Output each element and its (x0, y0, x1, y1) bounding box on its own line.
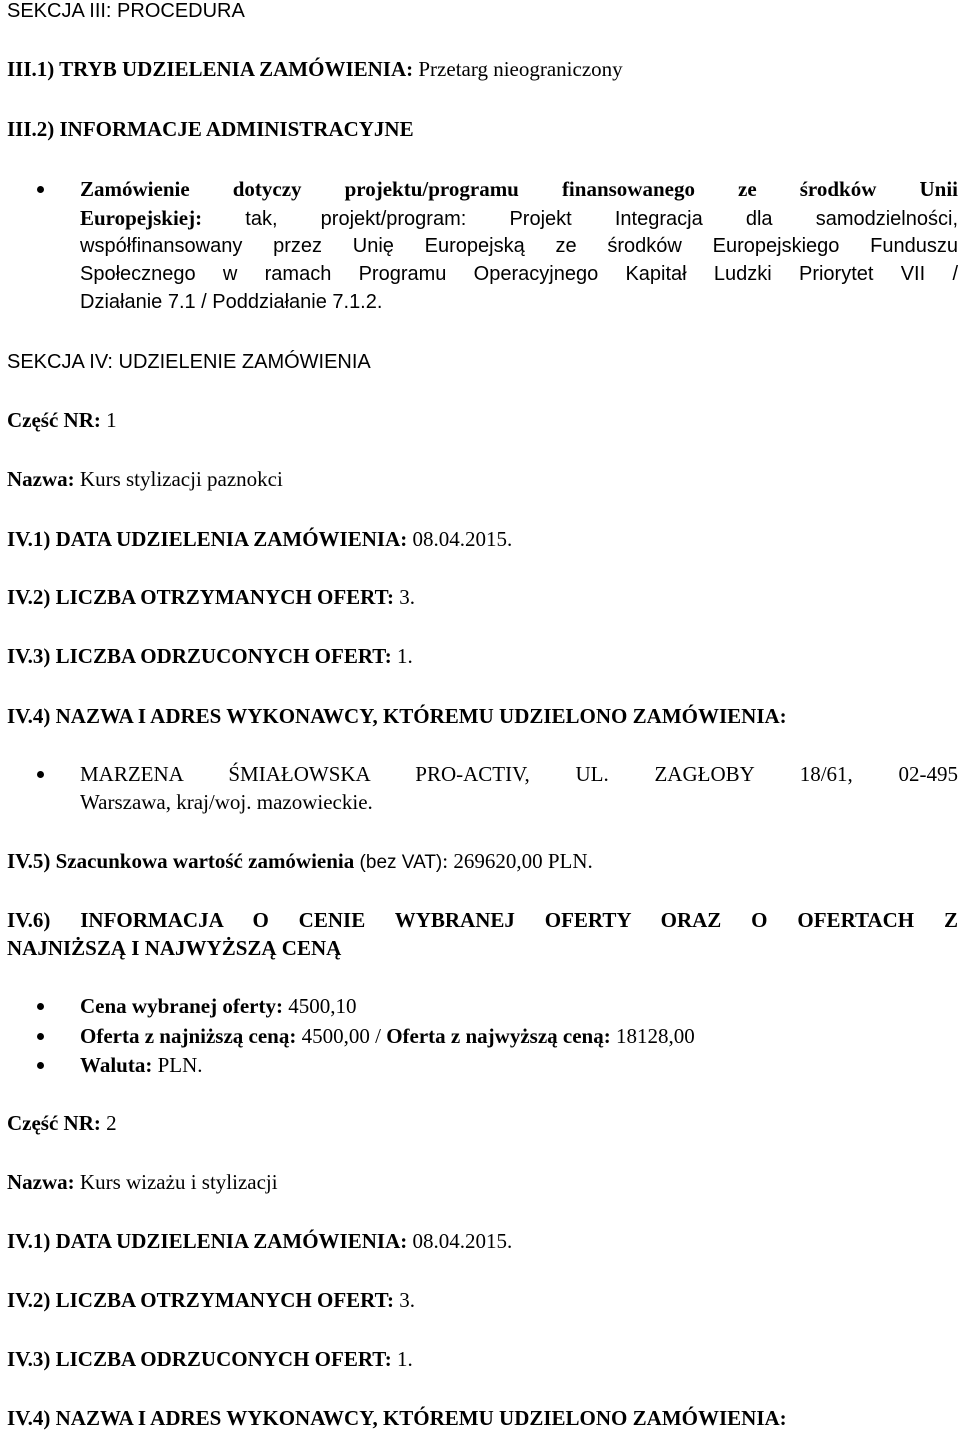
procedure-mode (7, 56, 623, 82)
part-number-value: 1 (100, 408, 117, 432)
estimated-value-label: IV.5) Szacunkowa wartość zamówienia (7, 849, 355, 873)
bullet-icon (37, 1003, 44, 1010)
bullet-icon (37, 186, 44, 193)
eu-funding-line-1: Zamówienie dotyczy projektu/programu finansowanego ze środków Unii (80, 177, 958, 201)
eu-funding-label: Europejskiej: (80, 206, 203, 230)
contractor-line-2: Warszawa, kraj/woj. mazowieckie. (80, 790, 373, 814)
procedure-mode-label: III.1) TRYB UDZIELENIA ZAMÓWIENIA: (7, 57, 414, 81)
lowest-highest-offer (80, 1023, 695, 1049)
currency-label: Waluta: (80, 1053, 153, 1077)
part-name-value: Kurs wizażu i stylizacji (74, 1170, 278, 1194)
part-2-contractor-heading: IV.4) NAZWA I ADRES WYKONAWCY, KTÓREMU UDZIELONO ZAMÓWIENIA: (7, 1406, 787, 1430)
part-1-number (7, 407, 117, 433)
part-1-contractor-heading: IV.4) NAZWA I ADRES WYKONAWCY, KTÓREMU UDZIELONO ZAMÓWIENIA: (7, 704, 787, 728)
part-number-value: 2 (100, 1111, 117, 1135)
estimated-value-vat-note: (bez VAT) (354, 852, 443, 873)
part-1-name (7, 466, 283, 492)
part-name-label: Nazwa: (7, 1170, 75, 1194)
offers-received-label: IV.2) LICZBA OTRZYMANYCH OFERT: (7, 585, 395, 609)
bullet-icon (37, 1033, 44, 1040)
bullet-icon (37, 1062, 44, 1069)
part-2-offers-rejected (7, 1346, 413, 1372)
offers-received-value: 3. (394, 585, 416, 609)
lowest-price-value: 4500,00 (296, 1024, 370, 1048)
offers-rejected-value: 1. (391, 644, 413, 668)
eu-funding-value: tak, projekt/program: Projekt Integracja dla samodzielności, (202, 208, 958, 230)
lowest-price-label: Oferta z najniższą ceną: (80, 1024, 297, 1048)
eu-funding-line-3: współfinansowany przez Unię Europejską ze środków Europejskiego Funduszu (80, 235, 958, 257)
offers-rejected-label: IV.3) LICZBA ODRZUCONYCH OFERT: (7, 644, 392, 668)
price-info-heading-line-2: NAJNIŻSZĄ I NAJWYŻSZĄ CENĄ (7, 936, 342, 960)
offers-rejected-label: IV.3) LICZBA ODRZUCONYCH OFERT: (7, 1347, 392, 1371)
part-1-award-date (7, 526, 512, 552)
selected-price-label: Cena wybranej oferty: (80, 994, 283, 1018)
currency-value: PLN. (152, 1053, 203, 1077)
award-date-label: IV.1) DATA UDZIELENIA ZAMÓWIENIA: (7, 1229, 408, 1253)
offers-rejected-value: 1. (391, 1347, 413, 1371)
eu-funding-line-2 (80, 205, 958, 232)
section-4-heading: SEKCJA IV: UDZIELENIE ZAMÓWIENIA (7, 351, 371, 373)
part-1-estimated-value (7, 848, 593, 876)
part-2-name (7, 1169, 278, 1195)
highest-price-value: 18128,00 (610, 1024, 695, 1048)
price-separator: / (369, 1024, 387, 1048)
eu-funding-line-4: Społecznego w ramach Programu Operacyjnego Kapitał Ludzki Priorytet VII / (80, 263, 958, 285)
selected-price-value: 4500,10 (282, 994, 357, 1018)
part-number-label: Część NR: (7, 408, 101, 432)
part-2-offers-received (7, 1287, 415, 1313)
award-date-label: IV.1) DATA UDZIELENIA ZAMÓWIENIA: (7, 527, 408, 551)
eu-funding-line-5: Działanie 7.1 / Poddziałanie 7.1.2. (80, 291, 383, 313)
contractor-line-1: MARZENA ŚMIAŁOWSKA PRO-ACTIV, UL. ZAGŁOBY 18/61, 02-495 (80, 762, 958, 786)
price-info-heading-line-1: IV.6) INFORMACJA O CENIE WYBRANEJ OFERTY ORAZ O OFERTACH Z (7, 908, 958, 932)
admin-info-heading: III.2) INFORMACJE ADMINISTRACYJNE (7, 117, 414, 141)
offers-received-value: 3. (394, 1288, 416, 1312)
bullet-icon (37, 771, 44, 778)
part-2-number (7, 1110, 117, 1136)
currency (80, 1052, 203, 1078)
procedure-mode-value: Przetarg nieograniczony (413, 57, 623, 81)
part-name-label: Nazwa: (7, 467, 75, 491)
selected-offer-price (80, 993, 356, 1019)
part-1-offers-received (7, 584, 415, 610)
section-3-heading: SEKCJA III: PROCEDURA (7, 0, 245, 22)
part-number-label: Część NR: (7, 1111, 101, 1135)
part-name-value: Kurs stylizacji paznokci (74, 467, 283, 491)
part-1-offers-rejected (7, 643, 413, 669)
award-date-value: 08.04.2015. (407, 527, 513, 551)
estimated-value-amount: : 269620,00 PLN. (442, 849, 593, 873)
award-date-value: 08.04.2015. (407, 1229, 513, 1253)
part-2-award-date (7, 1228, 512, 1254)
highest-price-label: Oferta z najwyższą ceną: (386, 1024, 611, 1048)
offers-received-label: IV.2) LICZBA OTRZYMANYCH OFERT: (7, 1288, 395, 1312)
